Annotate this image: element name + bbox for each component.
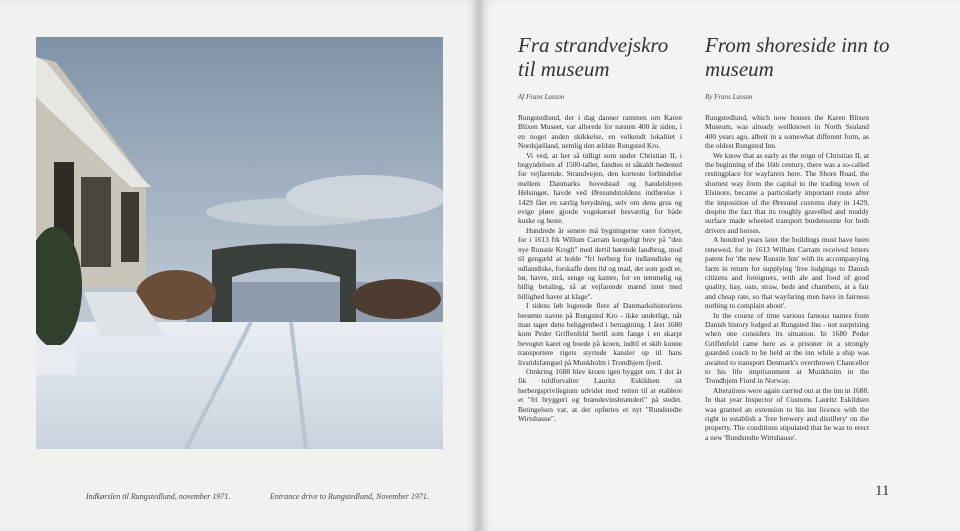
body-column-english [705, 113, 869, 442]
paragraph: Alterations were again carried out at the inn in 1688. In that year Inspector of Customs Lauritz Eskildsen was granted an extension to his inn licence with the right to establish a 'free brewery and distillery' on the property. The conditions stipulated that he was to erect a new 'Rundstedte Wirtshause'. [705, 385, 869, 442]
paragraph: I tidens løb logerede flere af Danmarkshistoriens berømte navne på Rungsted Kro - ikke underligt, når man tager dens beliggenhed i betragtning. I året 1680 kom Peder Griffenfeld hertil som fange i en skarpt bevogtet karet og boede på kroen, indtil et skib kunne transportere rigets styrtede kansler op til hans livstidsfængsel på Munkholm i Trondhjem fjord. [518, 301, 682, 367]
paragraph: Rungstedlund, der i dag danner rammen om Karen Blixen Museet, var allerede for næsten 400 år siden, i en noget anden skikkelse, en velkendt lokalitet i Nordsjælland, nemlig den ældste Rungsted Kro. [518, 113, 682, 151]
page-number: 11 [875, 483, 890, 499]
paragraph: A hundred years later the buildings must have been renewed, for in 1613 Willum Carram received letters patent for 'the new Runstie Inn' with its accompanying farm in return for supplying 'free lodgings to Danish citizens and foreigners, with ale and food of good quality, hay, oats, straw, beds and chambers, at a fair and cheap rate, so that wayfaring men have in fairness nothing to complain about'. [705, 235, 869, 311]
title-danish: Fra strandvejskro til museum [518, 33, 669, 81]
byline-english: By Frans Lasson [705, 93, 753, 101]
title-english: From shoreside inn to museum [705, 33, 890, 81]
paragraph: Rungstedlund, which now houses the Karen Blixen Museum, was already wellknown in North Sealand 400 years ago, albeit in a somewhat different form, as the oldest Rungsted Inn. [705, 113, 869, 151]
left-page [0, 0, 476, 531]
caption-english: Entrance drive to Rungstedlund, November 1971. [270, 492, 429, 501]
body-column-danish [518, 113, 682, 423]
paragraph: Hundrede år senere må bygningerne være fornyet, for i 1613 fik Willum Carram kongeligt brev på "den nye Runstie Krogh" med dertil hørende landbrug, mod til gengæld at holde "fri herberg for indlændiske og udlændiske, forskaffe dem ild og mad, det som godt er, hø, havre, strå, senge og kamre, for en temmelig og billig betaling, så at vejfarende mænd intet med billighed haver at klage". [518, 225, 682, 301]
caption-danish: Indkørslen til Rungstedlund, november 1971. [86, 492, 231, 501]
paragraph: We know that as early as the reign of Christian II, at the beginning of the 16th century, there was a so-called restingplace for wayfarers here. The Shore Road, the shortest way from the capital to the trading town of Elsinore, became a particularly important route after the imposition of the Øresund customs duty in 1429, despite the fact that its roughly gravelled and muddy surface made wheeled transport burdensome for both drivers and horses. [705, 150, 869, 235]
paragraph: In the course of time various famous names from Danish history lodged at Rungsted Inn - not surprising when one considers its situation. In 1680 Peder Griffenfeld came here as a prisoner in a strongly guarded coach to be held at the inn while a ship was awaited to transport Denmark's overthrown Chancellor to his life imprisonment at Munkholm in the Trondhjem Fiord in Norway. [705, 310, 869, 386]
paragraph: Vi ved, at her så tidligt som under Christian II, i begyndelsen af 1500-tallet, fandtes et såkaldt bedested for vejfarende. Strandvejen, den korteste forbindelse mellem Danmarks hovedstad og handelsbyen Helsingør, havde ved Øresundstoldens indførelse i 1429 fået en særlig betydning, selv om dens grus og evige pløre gjorde vognkørsel besværlig for både kuske og heste. [518, 150, 682, 226]
byline-danish: Af Frans Lasson [518, 93, 565, 101]
paragraph: Omkring 1688 blev kroen igen bygget om. I det år fik toldforvalter Lauritz Eskildsen sit herbergsprivilegium udvidet med retten til at etablere et "fri bryggeri og brændevinsbrænderi" på stedet. Betingelsen var, at der opførtes et nyt "Rundstedte Wirtshause". [518, 366, 682, 423]
snowy-entrance-photo [36, 37, 443, 449]
